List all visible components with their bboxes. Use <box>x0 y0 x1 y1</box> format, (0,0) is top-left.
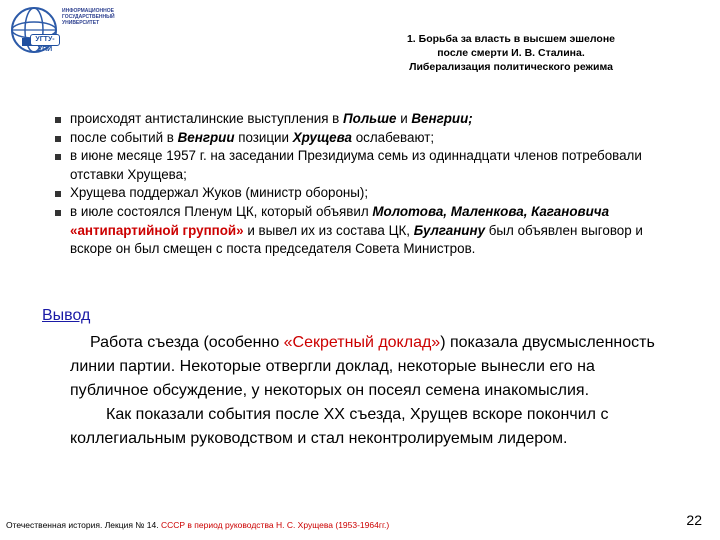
slide-header <box>366 32 656 74</box>
bullet-item: происходят антисталинские выступления в Польше и Венгрии; <box>56 110 666 129</box>
conclusion-heading-link[interactable]: Вывод <box>42 307 91 324</box>
bullet-item: Хрущева поддержал Жуков (министр обороны); <box>56 184 666 203</box>
header-line-2: после смерти И. В. Сталина. <box>437 47 585 59</box>
page-number: 22 <box>686 512 702 528</box>
footer-caption: Отечественная история. Лекция № 14. СССР в период руководства Н. С. Хрущева (1953-1964гг.) <box>6 520 390 530</box>
bullet-item: после событий в Венгрии позиции Хрущева ослабевают; <box>56 129 666 148</box>
conclusion-text <box>70 331 670 451</box>
university-logo <box>8 4 115 58</box>
header-line-3: Либерализация политического режима <box>409 61 613 73</box>
header-line-1: 1. Борьба за власть в высшем эшелоне <box>406 33 616 45</box>
bullet-item: в июне месяце 1957 г. на заседании Президиума семь из одиннадцати членов потребовали отставки Хрущева; <box>56 147 666 184</box>
logo-banner: УГТУ-УПИ <box>30 34 60 46</box>
globe-emblem-icon <box>8 4 62 54</box>
bullet-item: в июле состоялся Пленум ЦК, который объявил Молотова, Маленкова, Кагановича «антипартийной группой» и вывел их из состава ЦК, Булганину был объявлен выговор и вскоре он был смещен с поста председателя Совета Министров. <box>56 203 666 259</box>
bullet-list <box>56 110 666 259</box>
conclusion-paragraph-1: Работа съезда (особенно «Секретный доклад») показала двусмысленность линии партии. Некоторые отвергли доклад, некоторые вынесли его на публичное обсуждение, у некоторых он посеял семена инакомыслия. <box>70 334 655 399</box>
bullet-square-icon <box>55 117 61 123</box>
bullet-square-icon <box>55 154 61 160</box>
bullet-square-icon <box>55 191 61 197</box>
conclusion-paragraph-2: Как показали события после ХХ съезда, Хрущев вскоре покончил с коллегиальным руководством и стал неконтролируемым лидером. <box>70 406 609 447</box>
bullet-square-icon <box>55 210 61 216</box>
logo-caption: ИНФОРМАЦИОННОЕ ГОСУДАРСТВЕННЫЙ УНИВЕРСИТЕТ <box>62 8 115 26</box>
bullet-square-icon <box>55 136 61 142</box>
